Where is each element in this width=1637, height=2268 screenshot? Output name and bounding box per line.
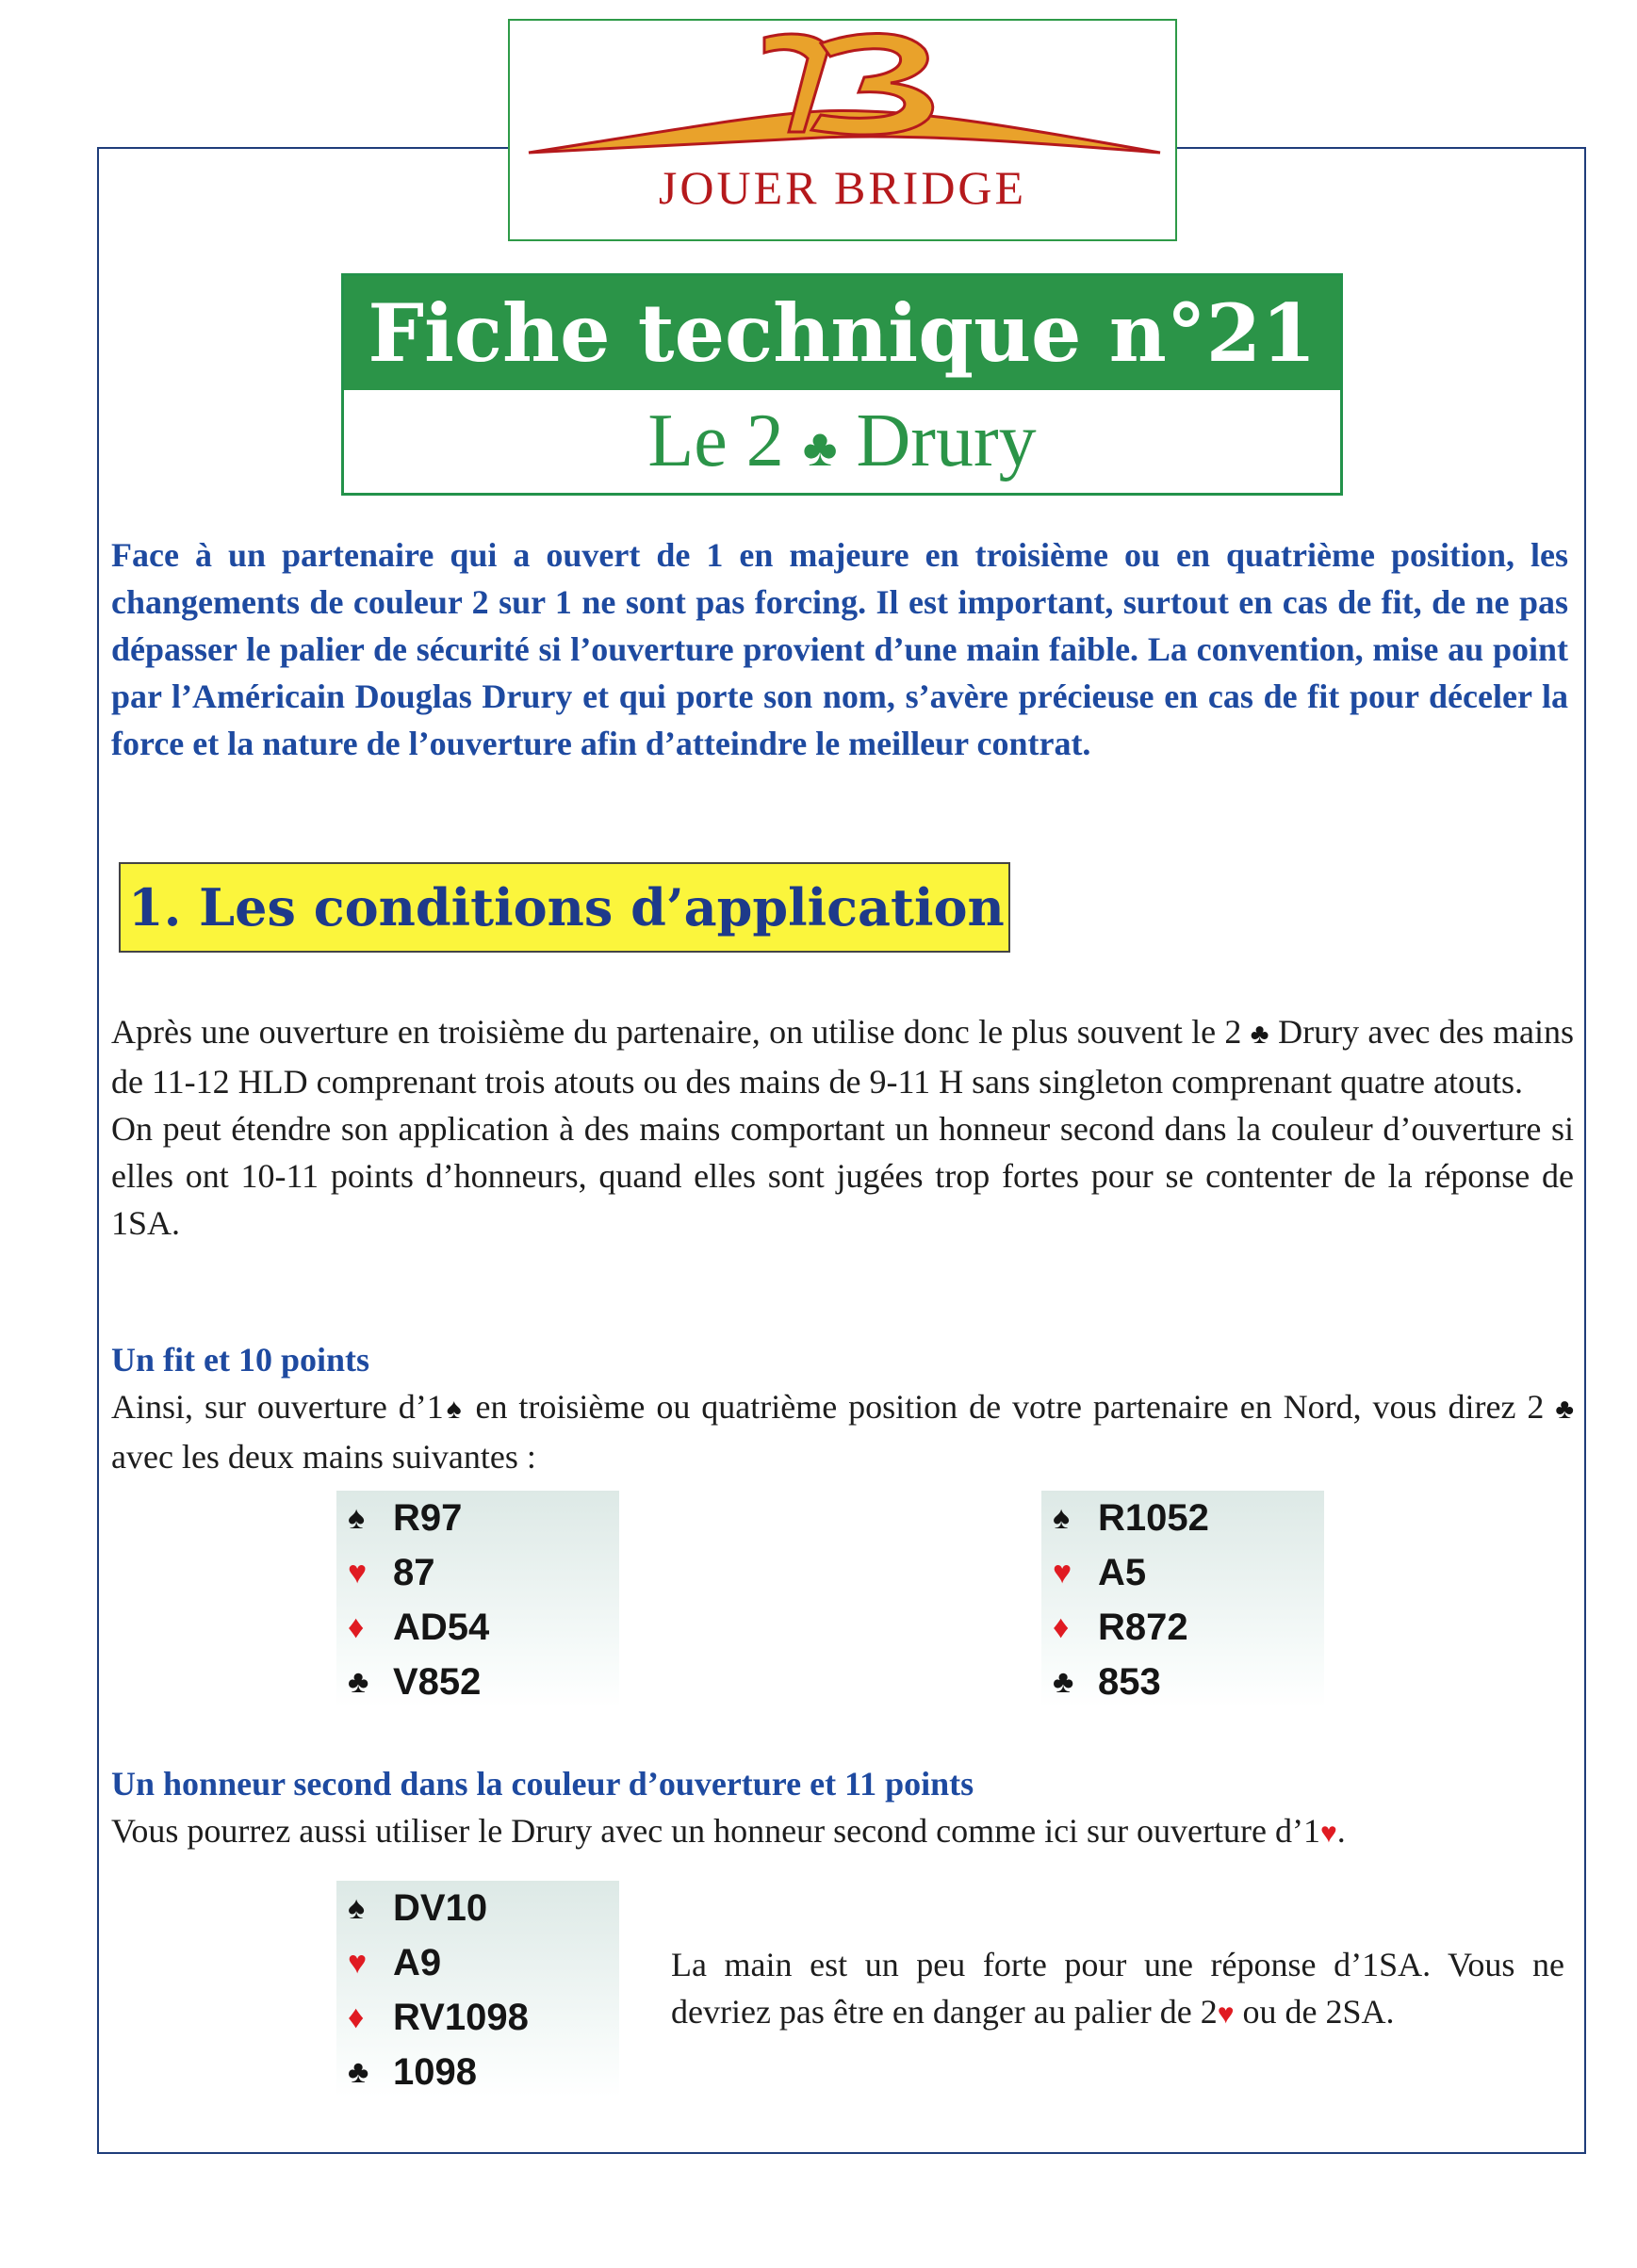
hand-row-diamonds: ♦ AD54 xyxy=(336,1600,619,1655)
spade-suit-icon: ♠ xyxy=(348,1890,366,1926)
club-suit-icon: ♣ xyxy=(348,2054,369,2090)
club-suit-icon: ♣ xyxy=(1250,1019,1269,1050)
diamond-suit-icon: ♦ xyxy=(1053,1609,1070,1645)
diamond-suit-icon: ♦ xyxy=(348,1999,365,2035)
diamond-suit-icon: ♦ xyxy=(348,1609,365,1645)
hand-1 xyxy=(336,1491,619,1707)
hand-3-comment: La main est un peu forte pour une réponse d’1SA. Vous ne devriez pas être en danger au palier de 2♥ ou de 2SA. xyxy=(671,1946,1564,2031)
heart-suit-icon: ♥ xyxy=(348,1555,368,1591)
club-suit-icon: ♣ xyxy=(1555,1394,1575,1425)
spade-suit-icon: ♠ xyxy=(1053,1500,1071,1536)
club-suit-icon: ♣ xyxy=(348,1664,369,1700)
heart-suit-icon: ♥ xyxy=(1319,1818,1337,1849)
subtitle-prefix: Le 2 xyxy=(647,400,784,482)
subtitle-suffix: Drury xyxy=(856,400,1037,482)
subheading-honor-11: Un honneur second dans la couleur d’ouverture et 11 points xyxy=(111,1765,974,1803)
hand-row-clubs: ♣ V852 xyxy=(336,1655,619,1709)
hand-row-spades: ♠ R97 xyxy=(336,1491,619,1545)
hand-2 xyxy=(1041,1491,1324,1707)
hand-row-hearts: ♥ A9 xyxy=(336,1935,619,1990)
hand-row-clubs: ♣ 853 xyxy=(1041,1655,1324,1709)
logo xyxy=(508,19,1177,241)
heart-suit-icon: ♥ xyxy=(1053,1555,1072,1591)
spade-suit-icon: ♠ xyxy=(348,1500,366,1536)
title-box xyxy=(341,273,1343,496)
paragraph-usage: Après une ouverture en troisième du partenaire, on utilise donc le plus souvent le 2 ♣ Drury avec des mains de 11-12 HLD comprenant trois atouts ou des mains de 9-11 H sans singleton comprenant quatre atouts. xyxy=(111,1013,1575,1101)
application-paragraph xyxy=(111,1008,1574,1247)
hand-row-diamonds: ♦ RV1098 xyxy=(336,1990,619,2045)
hand-row-spades: ♠ DV10 xyxy=(336,1881,619,1935)
heart-suit-icon: ♥ xyxy=(1217,1999,1235,2030)
hand-row-hearts: ♥ 87 xyxy=(336,1545,619,1600)
hand-row-spades: ♠ R1052 xyxy=(1041,1491,1324,1545)
hand-3 xyxy=(336,1881,619,2097)
page-subtitle xyxy=(344,390,1340,499)
heart-suit-icon: ♥ xyxy=(348,1945,368,1981)
honor-11-paragraph: Vous pourrez aussi utiliser le Drury avec un honneur second comme ici sur ouverture d’1♥. xyxy=(111,1812,1346,1850)
hand-row-clubs: ♣ 1098 xyxy=(336,2045,619,2099)
page-title: Fiche technique n°21 xyxy=(344,276,1340,390)
paragraph-extension: On peut étendre son application à des mains comportant un honneur second dans la couleur d’ouverture si elles ont 10-11 points d’honneurs, quand elles sont jugées trop fortes pour se contenter de la réponse de 1SA. xyxy=(111,1110,1574,1242)
spade-suit-icon: ♠ xyxy=(443,1394,465,1425)
intro-paragraph: Face à un partenaire qui a ouvert de 1 en majeure en troisième ou en quatrième position, les changements de couleur 2 sur 1 ne sont pas forcing. Il est important, surtout en cas de fit, de ne pas dépasser le palier de sécurité si l’ouverture provient d’une main faible. La convention, mise au point par l’Américain Douglas Drury et qui porte son nom, s’avère précieuse en cas de fit pour déceler la force et la nature de l’ouverture afin d’atteindre le meilleur contrat. xyxy=(111,536,1568,762)
section-heading-1: 1. Les conditions d’application xyxy=(119,862,1010,953)
club-suit-icon: ♣ xyxy=(1053,1664,1074,1700)
hand-row-hearts: ♥ A5 xyxy=(1041,1545,1324,1600)
subheading-fit-10: Un fit et 10 points xyxy=(111,1341,370,1379)
logo-brand-text: JOUER BRIDGE xyxy=(658,161,1027,214)
hand-row-diamonds: ♦ R872 xyxy=(1041,1600,1324,1655)
club-suit-icon: ♣ xyxy=(802,419,838,478)
fit-10-paragraph: Ainsi, sur ouverture d’1♠ en troisième ou quatrième position de votre partenaire en Nord, vous direz 2 ♣ avec les deux mains suivantes : xyxy=(111,1388,1575,1476)
